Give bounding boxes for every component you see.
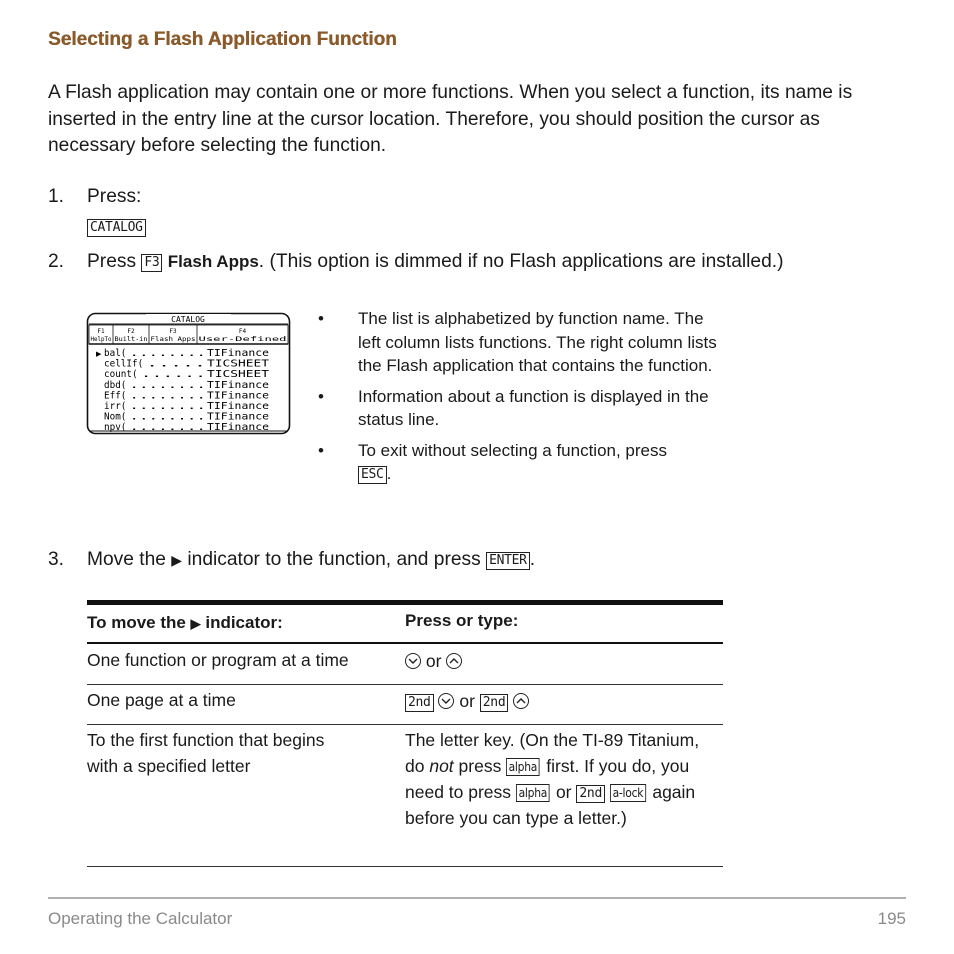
bullet-3-text: To exit without selecting a function, press xyxy=(358,440,667,460)
screen-tab-label: HelpTo xyxy=(90,336,112,343)
esc-key: ESC xyxy=(358,466,387,484)
2nd-key: 2nd xyxy=(576,785,605,803)
step-3-mid: indicator to the function, and press xyxy=(187,549,481,570)
screen-function-name: npv( xyxy=(104,422,127,434)
step-2-number: 2. xyxy=(48,251,65,272)
header-1-post: indicator: xyxy=(205,613,283,632)
bullet-dot: • xyxy=(318,440,324,460)
bullet-item-2 xyxy=(318,385,718,432)
row-1-col-2 xyxy=(405,648,723,674)
down-arrow-key-icon xyxy=(438,693,454,709)
table-row xyxy=(87,644,723,685)
screen-row-dots: ........ xyxy=(129,348,206,359)
table-row xyxy=(87,725,723,867)
footer-rule xyxy=(48,897,906,899)
screen-tab-fn: F2 xyxy=(127,328,135,335)
2nd-key: 2nd xyxy=(480,694,509,712)
header-1-pre: To move the xyxy=(87,613,186,632)
step-1-text: Press: xyxy=(87,186,142,207)
row-1-col-1: One function or program at a time xyxy=(87,650,349,670)
row-2-col-1: One page at a time xyxy=(87,690,236,710)
bullet-2-text: Information about a function is displayed in the status line. xyxy=(358,386,709,429)
step-3-text xyxy=(87,547,535,573)
screen-app-name: TIFinance xyxy=(207,401,269,412)
step-2-text xyxy=(87,249,784,275)
step-2-pre: Press xyxy=(87,251,137,272)
screen-tab-fn: F3 xyxy=(169,328,177,335)
header-col-1 xyxy=(87,610,392,637)
screen-row-dots: ........ xyxy=(129,411,206,423)
header-col-2: Press or type: xyxy=(405,611,519,630)
screen-app-name: TIFinance xyxy=(207,390,269,402)
bullet-item-1 xyxy=(318,307,718,378)
calculator-screen xyxy=(86,312,291,435)
f3-key: F3 xyxy=(141,254,162,272)
screen-app-name: TIFinance xyxy=(207,348,269,359)
screen-function-name: dbd( xyxy=(104,379,127,391)
intro-paragraph: A Flash application may contain one or more functions. When you select a function, its name is inserted in the entry line at the cursor location. Therefore, you should position the cursor as necessary before selecting the function. xyxy=(48,82,853,156)
section-heading: Selecting a Flash Application Function xyxy=(48,29,397,50)
row-3-d: or xyxy=(555,782,572,802)
indicator-arrow-icon: ▶ xyxy=(171,552,183,568)
flash-apps-label: Flash Apps xyxy=(167,252,259,271)
row-3-col-2 xyxy=(405,727,715,831)
selection-pointer-icon: ▶ xyxy=(96,350,102,358)
row-3-not: not xyxy=(429,756,454,776)
screen-app-name: TIFinance xyxy=(207,411,269,423)
up-arrow-key-icon xyxy=(446,653,462,669)
screen-tab-label: User-Defined xyxy=(198,336,288,343)
page-number: 195 xyxy=(877,909,906,928)
step-2-post: . (This option is dimmed if no Flash applications are installed.) xyxy=(258,251,784,272)
step-1-number: 1. xyxy=(48,186,65,207)
table-row xyxy=(87,685,723,725)
screen-title: CATALOG xyxy=(171,315,205,324)
screen-app-name: TICSHEET xyxy=(207,369,269,381)
screen-row-dots: ........ xyxy=(129,401,206,412)
catalog-key: CATALOG xyxy=(87,219,146,237)
row-2-col-2 xyxy=(405,688,723,714)
2nd-key: 2nd xyxy=(405,694,434,712)
row-3-col-1: To the first function that begins with a specified letter xyxy=(87,730,325,776)
step-3-pre: Move the xyxy=(87,549,166,570)
screen-tab-fn: F4 xyxy=(238,328,247,335)
bullet-3-post: . xyxy=(386,464,392,483)
table-header-row xyxy=(87,605,723,644)
screen-function-name: count( xyxy=(104,369,138,381)
footer-section-title: Operating the Calculator xyxy=(48,909,233,928)
bullet-1-text: The list is alphabetized by function name. The left column lists functions. The right column lists the Flash application that contains the function. xyxy=(358,309,717,375)
row-2-or: or xyxy=(459,691,475,711)
calculator-screen-svg xyxy=(86,312,291,435)
a-lock-key: a-lock xyxy=(610,784,646,802)
bullet-dot: • xyxy=(318,386,324,406)
screen-row-dots: ........ xyxy=(129,379,206,391)
bullet-dot: • xyxy=(318,309,324,328)
enter-key: ENTER xyxy=(486,552,530,570)
screen-app-name: TIFinance xyxy=(207,422,269,434)
step-3-number: 3. xyxy=(48,549,65,570)
row-3-b: press xyxy=(458,756,502,776)
step-3-post: . xyxy=(529,549,536,570)
screen-row-dots: ..... xyxy=(146,358,206,370)
bullet-list xyxy=(318,307,718,493)
screen-tab-label: Built-in xyxy=(114,336,148,343)
screen-row-dots: ...... xyxy=(140,369,206,381)
screen-app-name: TICSHEET xyxy=(207,358,269,370)
screen-tab-label: Flash Apps xyxy=(150,336,196,343)
bullet-item-3 xyxy=(318,439,718,486)
alpha-key: alpha xyxy=(516,784,550,802)
step-1-key-container xyxy=(87,214,146,240)
screen-function-name: Eff( xyxy=(104,390,127,402)
screen-function-name: Nom( xyxy=(104,411,127,423)
screen-tab-fn: F1 xyxy=(97,328,105,335)
row-1-or: or xyxy=(425,651,442,671)
row-3-c: first. If you do, you need to press xyxy=(405,756,690,802)
up-arrow-key-icon xyxy=(513,693,529,709)
indicator-arrow-icon: ▶ xyxy=(190,616,201,631)
row-3-e: again before you can type a letter.) xyxy=(405,782,696,828)
alpha-key: alpha xyxy=(506,758,540,776)
row-group xyxy=(96,348,269,433)
movement-table xyxy=(87,600,723,867)
screen-row-dots: ........ xyxy=(129,422,206,434)
screen-row-dots: ........ xyxy=(129,390,206,402)
screen-function-name: irr( xyxy=(104,401,127,412)
row-3-a: The letter key. (On the TI-89 Titanium, do xyxy=(405,730,700,776)
screen-function-name: cellIf( xyxy=(104,358,144,370)
down-arrow-key-icon xyxy=(405,653,421,669)
screen-function-name: bal( xyxy=(104,348,127,359)
screen-app-name: TIFinance xyxy=(207,379,269,391)
